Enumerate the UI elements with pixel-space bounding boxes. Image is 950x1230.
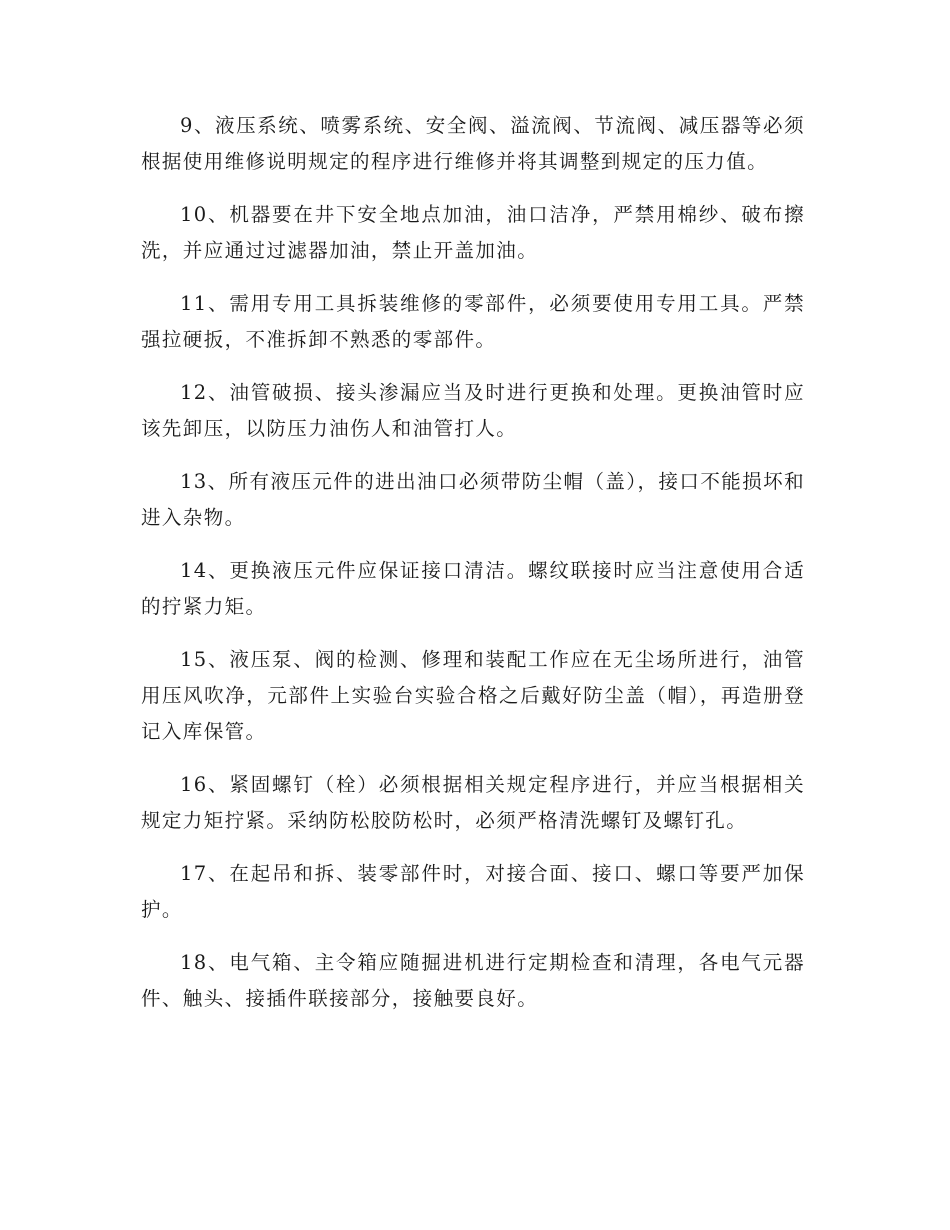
paragraph-item-11: 11、需用专用工具拆装维修的零部件，必须要使用专用工具。严禁强拉硬扳，不准拆卸不熟悉的零部件。	[141, 292, 805, 351]
paragraph-item-16: 16、紧固螺钉（栓）必须根据相关规定程序进行，并应当根据相关规定力矩拧紧。采纳防松胶防松时，必须严格清洗螺钉及螺钉孔。	[141, 773, 805, 832]
paragraph-item-18: 18、电气箱、主令箱应随掘进机进行定期检查和清理，各电气元器件、触头、接插件联接部分，接触要良好。	[141, 951, 805, 1010]
paragraph-item-10: 10、机器要在井下安全地点加油，油口洁净，严禁用棉纱、破布擦洗，并应通过过滤器加油，禁止开盖加油。	[141, 203, 805, 262]
paragraph-item-17: 17、在起吊和拆、装零部件时，对接合面、接口、螺口等要严加保护。	[141, 862, 805, 921]
document-body	[141, 108, 805, 1034]
paragraph-item-14: 14、更换液压元件应保证接口清洁。螺纹联接时应当注意使用合适的拧紧力矩。	[141, 559, 805, 618]
paragraph-item-12: 12、油管破损、接头渗漏应当及时进行更换和处理。更换油管时应该先卸压，以防压力油伤人和油管打人。	[141, 381, 805, 440]
paragraph-item-9: 9、液压系统、喷雾系统、安全阀、溢流阀、节流阀、减压器等必须根据使用维修说明规定的程序进行维修并将其调整到规定的压力值。	[141, 114, 805, 173]
paragraph-item-13: 13、所有液压元件的进出油口必须带防尘帽（盖），接口不能损坏和进入杂物。	[141, 470, 805, 529]
paragraph-item-15: 15、液压泵、阀的检测、修理和装配工作应在无尘场所进行，油管用压风吹净，元部件上实验台实验合格之后戴好防尘盖（帽），再造册登记入库保管。	[141, 648, 805, 743]
